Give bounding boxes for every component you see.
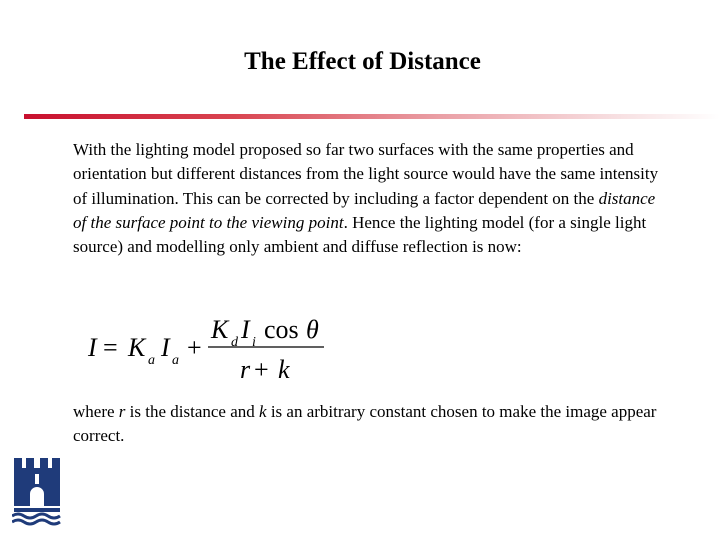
eq-ia-sub: a: [172, 353, 179, 368]
eq-intensity: I: [88, 333, 97, 362]
eq-cos: cos: [264, 315, 299, 344]
eq-ii-sub: i: [252, 335, 256, 350]
title-divider: [24, 114, 720, 119]
eq-plus: +: [187, 333, 202, 362]
conclusion-where: where: [73, 402, 119, 421]
conclusion-k: k: [259, 402, 267, 421]
eq-k: k: [278, 355, 290, 384]
lighting-equation: [86, 314, 336, 384]
eq-ka: K: [128, 333, 146, 362]
intro-emphasis: distance of the surface point to the viewing point: [73, 188, 656, 232]
intro-paragraph: [73, 138, 663, 259]
university-castle-logo-icon: [12, 456, 62, 526]
eq-kd: K: [211, 315, 229, 344]
intro-text-part2: . Hence the lighting model (for a single light source) and modelling only ambient and diffuse reflection is now:: [73, 212, 647, 257]
eq-denom-plus: +: [254, 355, 269, 384]
eq-equals: =: [103, 333, 118, 362]
slide-title: The Effect of Distance: [244, 48, 481, 75]
eq-theta: θ: [306, 315, 319, 344]
conclusion-middle: is the distance and: [125, 402, 260, 421]
intro-text-part1: With the lighting model proposed so far two surfaces with the same properties and orientation but different distances from the light source would have the same intensity of illumination. This can be corrected by including a factor dependent on the: [73, 140, 659, 208]
eq-ii: I: [241, 315, 250, 344]
eq-kd-sub: d: [231, 335, 238, 350]
eq-ia: I: [161, 333, 170, 362]
conclusion-end: is an arbitrary constant chosen to make the image appear correct.: [73, 402, 657, 446]
conclusion-paragraph: [73, 400, 663, 449]
conclusion-r: r: [118, 402, 126, 421]
eq-ka-sub: a: [148, 353, 155, 368]
eq-r: r: [240, 355, 251, 384]
